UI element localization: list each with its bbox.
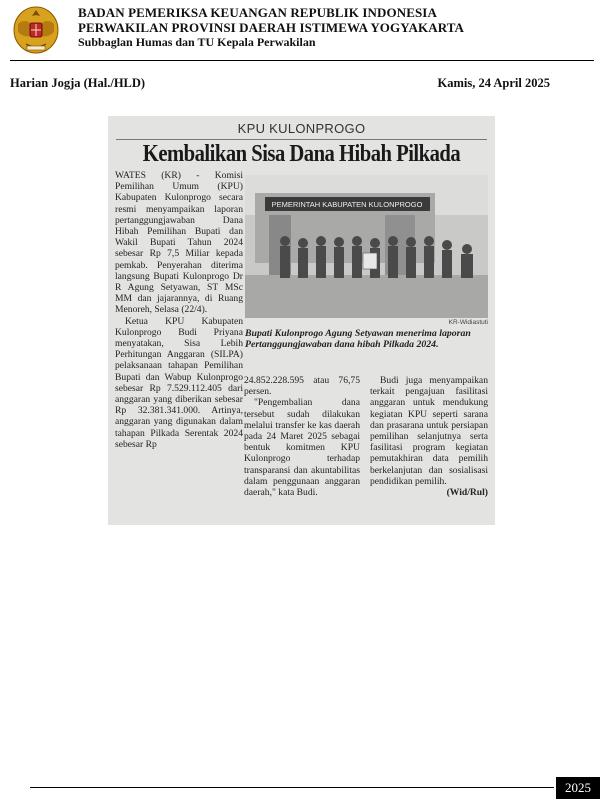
- article-column-3: [370, 375, 488, 498]
- photo-caption: Bupati Kulonprogo Agung Setyawan menerima laporan Pertanggungjawaban dana hibah Pilkada 2024.: [245, 328, 471, 350]
- newspaper-clipping: [108, 116, 495, 525]
- article-column-2: [244, 375, 360, 498]
- article-photo: [245, 175, 488, 318]
- paragraph: WATES (KR) - Komisi Pemilihan Umum (KPU) Kabupaten Kulonprogo secara resmi menyampaikan laporan pertanggungjawaban Dana Hibah Pemilihan Bupati dan Wakil Bupati Tahun 2024 sebesar Rp 7,5 Miliar kepada pemkab. Penyerahan diterima langsung Bupati Kulonprogo Dr R Agung Setyawan, ST MSc MM dan jajarannya, di Ruang Menoreh, Selasa (22/4).: [115, 170, 243, 316]
- paragraph: Budi juga menyampaikan terkait pengajuan fasilitasi anggaran untuk mendukung kegiatan KPU seperti sarana dan prasarana untuk persiapan pemilihan selanjutnya serta fasilitasi program kegiatan pemutakhiran data pemilih berkelanjutan dan sosialisasi pendidikan pemilih.: [370, 375, 488, 487]
- publication-date: Kamis, 24 April 2025: [437, 76, 550, 90]
- header-divider: [10, 60, 594, 61]
- paragraph: 24.852.228.595 atau 76,75 persen.: [244, 375, 360, 398]
- paragraph: Ketua KPU Kabupaten Kulonprogo Budi Priyana menyatakan, Sisa Lebih Perhitungan Anggaran (SILPA) pelaksanaan tahapan Pemilihan Bupati dan Wabup Kulonprogo sebesar Rp 7.529.112.405 dari anggaran yang diberikan sebesar Rp 32.381.341.000. Artinya, anggaran yang digunakan dalam tahapan Pilkada Serentak 2024 sebesar Rp: [115, 315, 243, 450]
- media-source: Harian Jogja (Hal./HLD): [10, 76, 146, 90]
- organization-name: [78, 5, 464, 50]
- kicker-divider: [116, 139, 487, 140]
- org-line-2: PERWAKILAN PROVINSI DAERAH ISTIMEWA YOGYAKARTA: [78, 20, 465, 35]
- footer-year: 2025: [556, 777, 600, 799]
- photo-banner-text: PEMERINTAH KABUPATEN KULONPROGO: [271, 200, 423, 209]
- article-kicker: KPU KULONPROGO: [237, 121, 366, 136]
- author-signature: (Wid/Rul): [446, 487, 488, 499]
- org-line-1: BADAN PEMERIKSA KEUANGAN REPUBLIK INDONESIA: [78, 5, 437, 20]
- org-line-3: Subbaglan Humas dan TU Kepala Perwakilan: [78, 35, 316, 49]
- paragraph: "Pengembalian dana tersebut sudah dilakukan melalui transfer ke kas daerah pada 24 Maret 2025 sebagai bentuk komitmen KPU Kulonprogo terhadap transparansi dan akuntabilitas dalam penggunaan anggaran daerah," kata Budi.: [244, 397, 360, 499]
- photo-credit: KR-Widiastuti: [448, 319, 488, 326]
- footer-divider: [30, 787, 554, 788]
- article-headline: Kembalikan Sisa Dana Hibah Pilkada: [142, 141, 461, 167]
- garuda-emblem-icon: [10, 2, 62, 56]
- article-column-1: [115, 170, 243, 450]
